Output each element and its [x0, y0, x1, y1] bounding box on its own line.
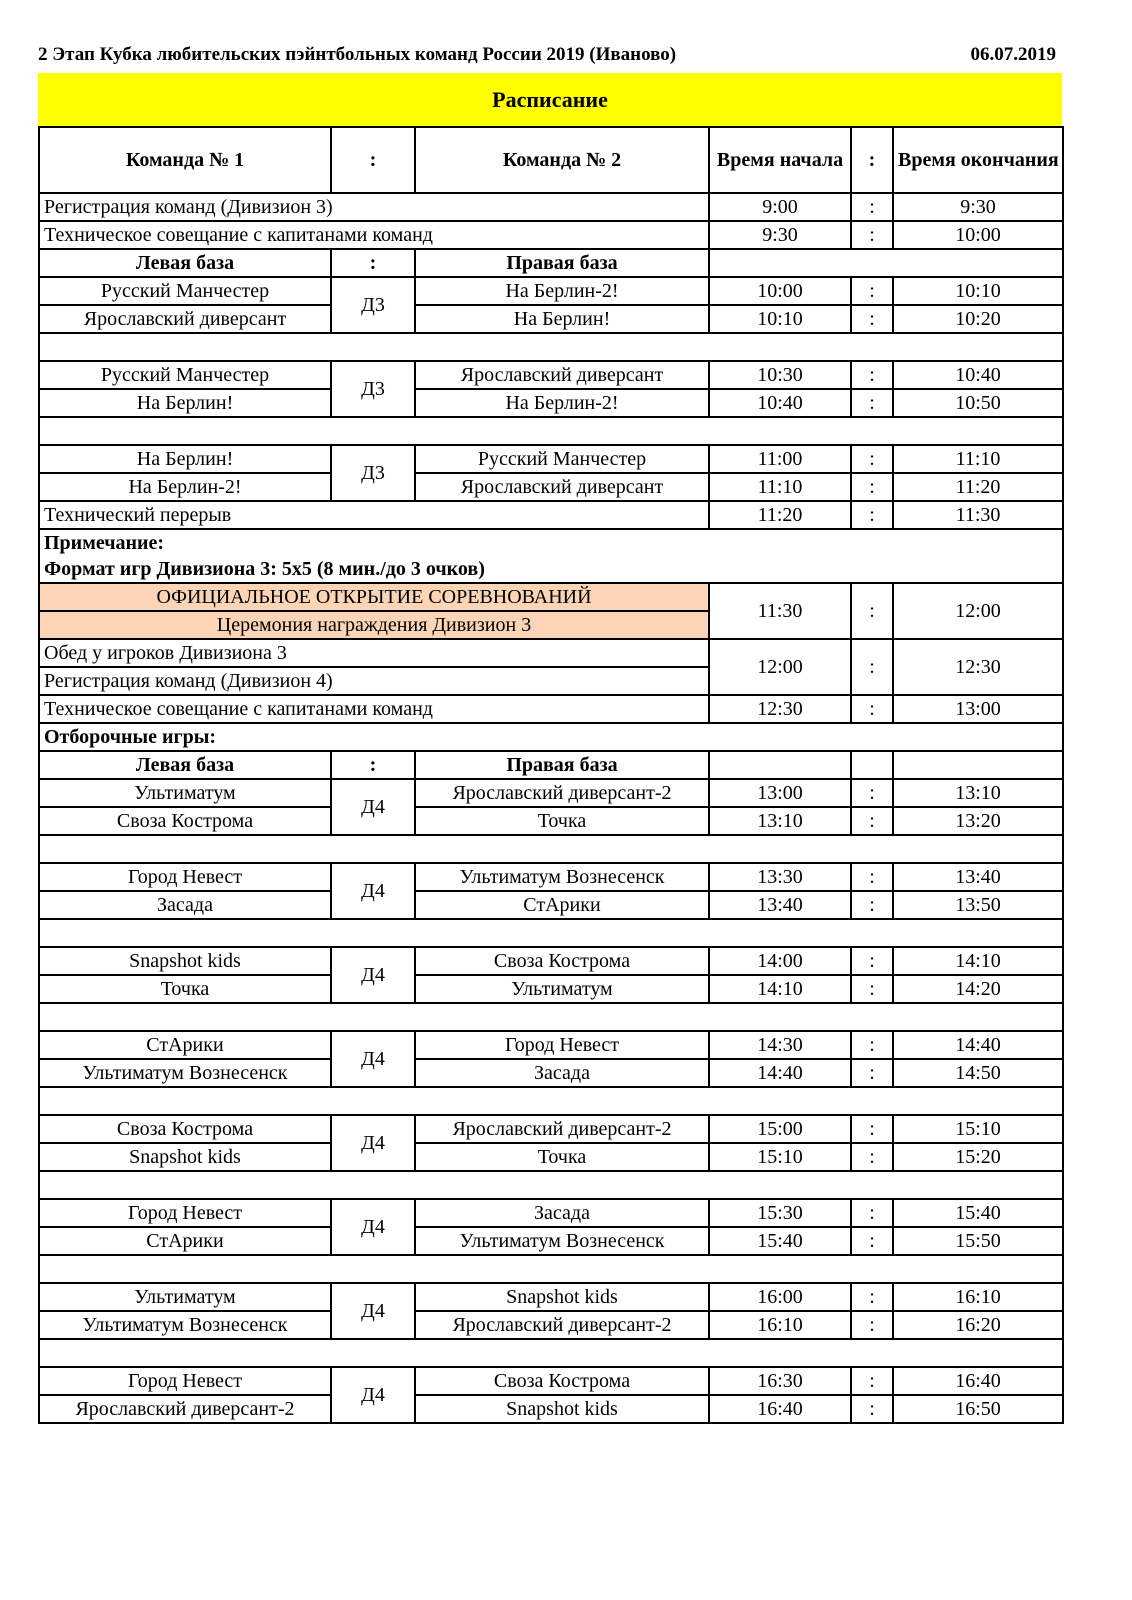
document-header: [38, 44, 1058, 70]
left-team: Ультиматум: [39, 1283, 331, 1311]
time-separator: :: [851, 1227, 893, 1255]
division-cell: Д3: [331, 361, 415, 417]
division-cell: Д4: [331, 863, 415, 919]
schedule-table: [38, 126, 1064, 1424]
document-date: 06.07.2019: [970, 44, 1056, 65]
game-row: [39, 1227, 1063, 1255]
base-header-colon: :: [331, 249, 415, 277]
left-team: Ярославский диверсант-2: [39, 1395, 331, 1423]
right-team: Город Невест: [415, 1031, 709, 1059]
game-row: [39, 1199, 1063, 1227]
left-team: Snapshot kids: [39, 1143, 331, 1171]
left-team: Своза Кострома: [39, 1115, 331, 1143]
division-cell: Д4: [331, 1283, 415, 1339]
right-team: Засада: [415, 1059, 709, 1087]
left-team: Русский Манчестер: [39, 277, 331, 305]
time-separator: :: [851, 1031, 893, 1059]
spacer-row: [39, 1255, 1063, 1283]
time-separator: :: [851, 305, 893, 333]
game-end: 11:20: [893, 473, 1063, 501]
game-row: [39, 1031, 1063, 1059]
left-team: Русский Манчестер: [39, 361, 331, 389]
spacer-cell: [39, 1171, 1063, 1199]
game-start: 11:10: [709, 473, 851, 501]
game-start: 10:10: [709, 305, 851, 333]
game-row: [39, 389, 1063, 417]
right-team: Засада: [415, 1199, 709, 1227]
base-header-row: [39, 249, 1063, 277]
column-header-colon: :: [331, 127, 415, 193]
time-separator: :: [851, 779, 893, 807]
game-end: 15:10: [893, 1115, 1063, 1143]
game-start: 13:30: [709, 863, 851, 891]
time-separator: :: [851, 1283, 893, 1311]
game-end: 10:10: [893, 277, 1063, 305]
right-base-header: Правая база: [415, 751, 709, 779]
left-team: Засада: [39, 891, 331, 919]
right-team: Своза Кострома: [415, 947, 709, 975]
note-label: Примечание:: [39, 529, 1063, 556]
division-cell: Д4: [331, 1115, 415, 1171]
game-end: 14:50: [893, 1059, 1063, 1087]
game-start: 13:00: [709, 779, 851, 807]
game-start: 16:10: [709, 1311, 851, 1339]
game-end: 10:40: [893, 361, 1063, 389]
spacer-row: [39, 1171, 1063, 1199]
spacer-row: [39, 919, 1063, 947]
game-start: 14:40: [709, 1059, 851, 1087]
game-row: [39, 975, 1063, 1003]
event-start: 11:20: [709, 501, 851, 529]
game-start: 11:00: [709, 445, 851, 473]
game-row: [39, 807, 1063, 835]
left-team: На Берлин-2!: [39, 473, 331, 501]
right-team: Ярославский диверсант-2: [415, 1115, 709, 1143]
right-team: Ярославский диверсант-2: [415, 779, 709, 807]
event-row-meeting-1: [39, 221, 1063, 249]
time-separator: :: [851, 193, 893, 221]
left-team: СтАрики: [39, 1227, 331, 1255]
spacer-row: [39, 417, 1063, 445]
time-separator: :: [851, 1395, 893, 1423]
game-start: 15:10: [709, 1143, 851, 1171]
game-row: [39, 1143, 1063, 1171]
document-title: 2 Этап Кубка любительских пэйнтбольных команд России 2019 (Иваново): [38, 44, 677, 65]
game-start: 13:10: [709, 807, 851, 835]
game-end: 16:10: [893, 1283, 1063, 1311]
game-row: [39, 1367, 1063, 1395]
time-separator: :: [851, 1311, 893, 1339]
lunch-row: [39, 639, 1063, 667]
event-label: Техническое совещание с капитанами команд: [39, 695, 709, 723]
game-start: 14:00: [709, 947, 851, 975]
event-row-meeting-2: [39, 695, 1063, 723]
base-header-empty: [851, 751, 893, 779]
time-separator: :: [851, 583, 893, 639]
event-label: Регистрация команд (Дивизион 3): [39, 193, 709, 221]
left-team: Город Невест: [39, 1367, 331, 1395]
column-header-row: [39, 127, 1063, 193]
left-base-header: Левая база: [39, 751, 331, 779]
lunch-start: 12:00: [709, 639, 851, 695]
spacer-cell: [39, 1339, 1063, 1367]
right-team: На Берлин-2!: [415, 277, 709, 305]
column-header-end: Время окончания: [893, 127, 1063, 193]
game-row: [39, 947, 1063, 975]
right-team: На Берлин-2!: [415, 389, 709, 417]
game-start: 10:30: [709, 361, 851, 389]
game-end: 15:20: [893, 1143, 1063, 1171]
right-team: Snapshot kids: [415, 1395, 709, 1423]
time-separator: :: [851, 863, 893, 891]
registration-d4-label: Регистрация команд (Дивизион 4): [39, 667, 709, 695]
game-end: 11:10: [893, 445, 1063, 473]
game-start: 16:40: [709, 1395, 851, 1423]
game-start: 10:40: [709, 389, 851, 417]
event-end: 10:00: [893, 221, 1063, 249]
column-header-start: Время начала: [709, 127, 851, 193]
division-cell: Д3: [331, 277, 415, 333]
right-team: Ярославский диверсант: [415, 473, 709, 501]
game-end: 15:40: [893, 1199, 1063, 1227]
game-start: 16:30: [709, 1367, 851, 1395]
time-separator: :: [851, 445, 893, 473]
event-row-break: [39, 501, 1063, 529]
spacer-cell: [39, 1003, 1063, 1031]
time-separator: :: [851, 891, 893, 919]
right-team: Ультиматум: [415, 975, 709, 1003]
time-separator: :: [851, 1367, 893, 1395]
right-team: Точка: [415, 807, 709, 835]
time-separator: :: [851, 807, 893, 835]
division-cell: Д3: [331, 445, 415, 501]
division-cell: Д4: [331, 947, 415, 1003]
division-cell: Д4: [331, 1031, 415, 1087]
left-team: На Берлин!: [39, 445, 331, 473]
time-separator: :: [851, 473, 893, 501]
game-row: [39, 1059, 1063, 1087]
right-team: Ультиматум Вознесенск: [415, 1227, 709, 1255]
schedule-body: [39, 127, 1063, 1423]
game-end: 14:10: [893, 947, 1063, 975]
game-end: 13:20: [893, 807, 1063, 835]
spacer-row: [39, 333, 1063, 361]
division-cell: Д4: [331, 1199, 415, 1255]
game-end: 14:20: [893, 975, 1063, 1003]
game-start: 10:00: [709, 277, 851, 305]
game-end: 13:40: [893, 863, 1063, 891]
game-row: [39, 305, 1063, 333]
column-header-colon2: :: [851, 127, 893, 193]
right-team: Своза Кострома: [415, 1367, 709, 1395]
division-cell: Д4: [331, 779, 415, 835]
game-start: 15:30: [709, 1199, 851, 1227]
opening-row: [39, 583, 1063, 611]
column-header-team1: Команда № 1: [39, 127, 331, 193]
event-row-registration-d3: [39, 193, 1063, 221]
game-row: [39, 779, 1063, 807]
game-row: [39, 891, 1063, 919]
game-start: 15:00: [709, 1115, 851, 1143]
event-start: 12:30: [709, 695, 851, 723]
right-team: Ярославский диверсант: [415, 361, 709, 389]
right-team: Точка: [415, 1143, 709, 1171]
spacer-cell: [39, 919, 1063, 947]
left-team: Ультиматум: [39, 779, 331, 807]
event-label: Техническое совещание с капитанами команд: [39, 221, 709, 249]
right-team: Ультиматум Вознесенск: [415, 863, 709, 891]
game-row: [39, 445, 1063, 473]
spacer-cell: [39, 417, 1063, 445]
event-end: 9:30: [893, 193, 1063, 221]
spacer-cell: [39, 333, 1063, 361]
note-format: Формат игр Дивизиона 3: 5х5 (8 мин./до 3 очков): [39, 556, 1063, 583]
game-row: [39, 361, 1063, 389]
time-separator: :: [851, 1143, 893, 1171]
left-team: Своза Кострома: [39, 807, 331, 835]
spacer-row: [39, 1087, 1063, 1115]
left-base-header: Левая база: [39, 249, 331, 277]
right-base-header: Правая база: [415, 249, 709, 277]
column-header-team2: Команда № 2: [415, 127, 709, 193]
game-end: 10:50: [893, 389, 1063, 417]
time-separator: :: [851, 1115, 893, 1143]
time-separator: :: [851, 361, 893, 389]
time-separator: :: [851, 947, 893, 975]
game-row: [39, 1115, 1063, 1143]
event-end: 13:00: [893, 695, 1063, 723]
right-team: Ярославский диверсант-2: [415, 1311, 709, 1339]
game-row: [39, 863, 1063, 891]
spacer-row: [39, 1003, 1063, 1031]
right-team: Snapshot kids: [415, 1283, 709, 1311]
left-team: Ультиматум Вознесенск: [39, 1311, 331, 1339]
left-team: СтАрики: [39, 1031, 331, 1059]
time-separator: :: [851, 221, 893, 249]
game-end: 15:50: [893, 1227, 1063, 1255]
opening-end: 12:00: [893, 583, 1063, 639]
game-row: [39, 1311, 1063, 1339]
time-separator: :: [851, 501, 893, 529]
game-start: 14:10: [709, 975, 851, 1003]
game-start: 13:40: [709, 891, 851, 919]
game-start: 15:40: [709, 1227, 851, 1255]
event-label: Технический перерыв: [39, 501, 709, 529]
note-row: [39, 529, 1063, 556]
right-team: СтАрики: [415, 891, 709, 919]
base-header-empty: [709, 751, 851, 779]
game-start: 16:00: [709, 1283, 851, 1311]
left-team: Город Невест: [39, 1199, 331, 1227]
spacer-row: [39, 1339, 1063, 1367]
game-end: 10:20: [893, 305, 1063, 333]
game-end: 16:50: [893, 1395, 1063, 1423]
schedule-banner: Расписание: [38, 73, 1062, 126]
game-row: [39, 473, 1063, 501]
game-row: [39, 1395, 1063, 1423]
left-team: Snapshot kids: [39, 947, 331, 975]
time-separator: :: [851, 695, 893, 723]
time-separator: :: [851, 1199, 893, 1227]
right-team: Русский Манчестер: [415, 445, 709, 473]
note-format-row: [39, 556, 1063, 583]
opening-ceremony-label: ОФИЦИАЛЬНОЕ ОТКРЫТИЕ СОРЕВНОВАНИЙ: [39, 583, 709, 611]
opening-start: 11:30: [709, 583, 851, 639]
awards-ceremony-label: Церемония награждения Дивизион 3: [39, 611, 709, 639]
time-separator: :: [851, 639, 893, 695]
event-end: 11:30: [893, 501, 1063, 529]
spacer-row: [39, 835, 1063, 863]
time-separator: :: [851, 389, 893, 417]
division-cell: Д4: [331, 1367, 415, 1423]
game-row: [39, 1283, 1063, 1311]
left-team: Город Невест: [39, 863, 331, 891]
event-start: 9:00: [709, 193, 851, 221]
base-header-empty: [709, 249, 1063, 277]
game-row: [39, 277, 1063, 305]
spacer-cell: [39, 1087, 1063, 1115]
game-end: 13:10: [893, 779, 1063, 807]
game-end: 16:20: [893, 1311, 1063, 1339]
time-separator: :: [851, 1059, 893, 1087]
right-team: На Берлин!: [415, 305, 709, 333]
left-team: Ярославский диверсант: [39, 305, 331, 333]
qualifiers-label: Отборочные игры:: [39, 723, 1063, 751]
time-separator: :: [851, 975, 893, 1003]
spacer-cell: [39, 1255, 1063, 1283]
left-team: Ультиматум Вознесенск: [39, 1059, 331, 1087]
base-header-row-2: [39, 751, 1063, 779]
left-team: Точка: [39, 975, 331, 1003]
event-start: 9:30: [709, 221, 851, 249]
spacer-cell: [39, 835, 1063, 863]
game-end: 13:50: [893, 891, 1063, 919]
left-team: На Берлин!: [39, 389, 331, 417]
qualifiers-row: [39, 723, 1063, 751]
time-separator: :: [851, 277, 893, 305]
base-header-empty: [893, 751, 1063, 779]
game-end: 16:40: [893, 1367, 1063, 1395]
lunch-end: 12:30: [893, 639, 1063, 695]
game-start: 14:30: [709, 1031, 851, 1059]
game-end: 14:40: [893, 1031, 1063, 1059]
lunch-label: Обед у игроков Дивизиона 3: [39, 639, 709, 667]
base-header-colon: :: [331, 751, 415, 779]
